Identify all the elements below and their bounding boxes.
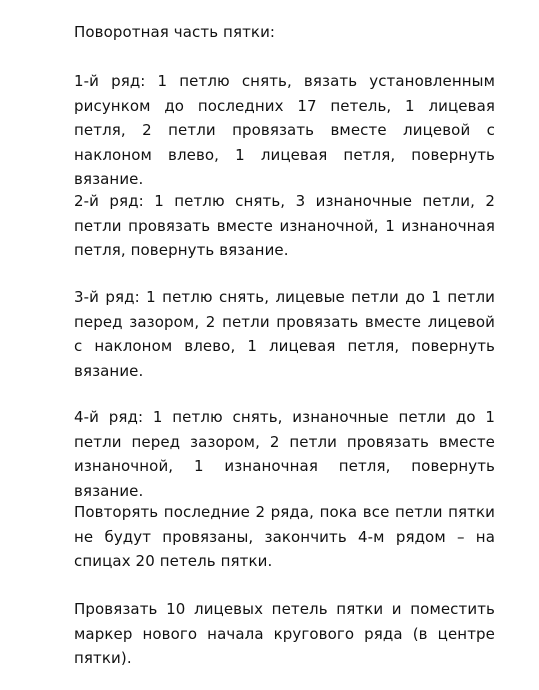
row-4-instruction: 4-й ряд: 1 петлю снять, изнаночные петли до 1 петли перед зазором, 2 петли провязать вместе изнаночной, 1 изнаночная петля, повернуть вязание. bbox=[74, 408, 495, 500]
section-heading: Поворотная часть пятки: bbox=[74, 23, 276, 41]
row-2-instruction: 2-й ряд: 1 петлю снять, 3 изнаночные петли, 2 петли провязать вместе изнаночной, 1 изнаночная петля, повернуть вязание. bbox=[74, 192, 495, 259]
marker-instruction: Провязать 10 лицевых петель пятки и поместить маркер нового начала кругового ряда (в центре пятки). bbox=[74, 600, 495, 667]
row-3-instruction: 3-й ряд: 1 петлю снять, лицевые петли до 1 петли перед зазором, 2 петли провязать вместе лицевой с наклоном влево, 1 лицевая петля, повернуть вязание. bbox=[74, 288, 495, 380]
repeat-instruction: Повторять последние 2 ряда, пока все петли пятки не будут провязаны, закончить 4-м рядом – на спицах 20 петель пятки. bbox=[74, 503, 495, 570]
row-1-instruction: 1-й ряд: 1 петлю снять, вязать установленным рисунком до последних 17 петель, 1 лицевая петля, 2 петли провязать вместе лицевой с наклоном влево, 1 лицевая петля, повернуть вязание. bbox=[74, 72, 495, 188]
